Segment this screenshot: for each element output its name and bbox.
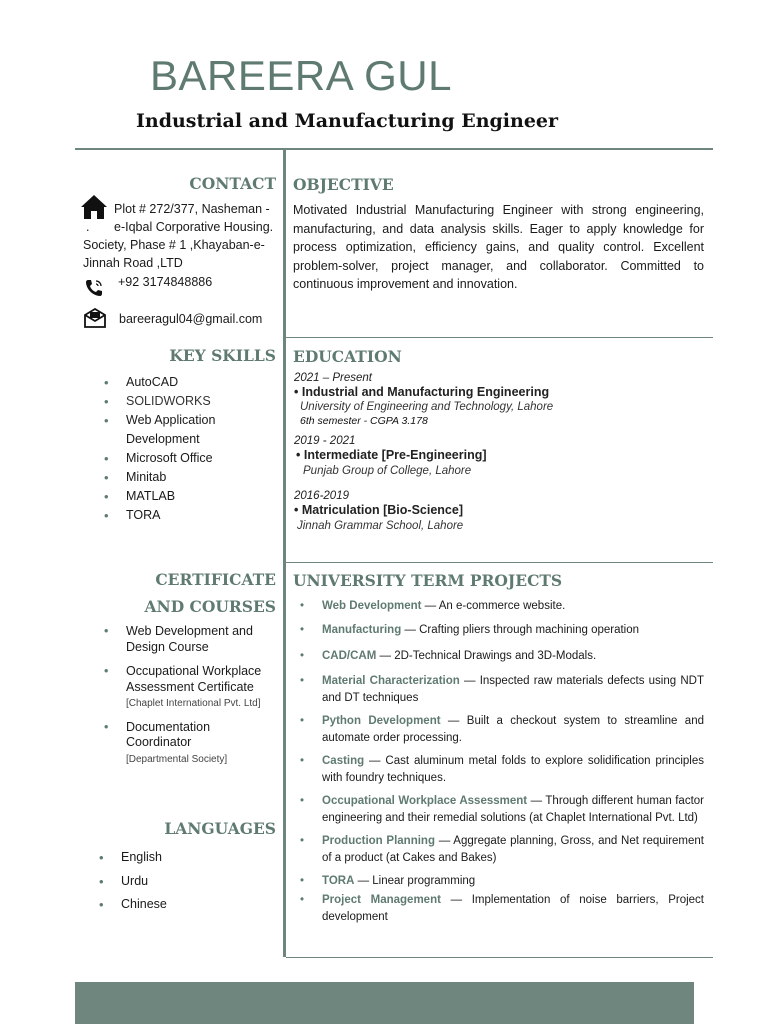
project-desc: — Linear programming xyxy=(354,875,476,887)
address-line-4: Jinnah Road ,LTD xyxy=(83,256,183,270)
education-block xyxy=(294,372,704,532)
project-desc: — Built a checkout system to streamline and automate order processing. xyxy=(322,715,704,744)
list-item xyxy=(292,713,704,747)
list-item xyxy=(292,833,704,867)
education-date: 2019 - 2021 xyxy=(294,435,356,447)
project-title: Web Development xyxy=(322,600,422,612)
list-item: • Urdu xyxy=(99,870,249,894)
project-desc: — Aggregate planning, Gross, and Net requirement of a product (at Cakes and Bakes) xyxy=(322,835,704,864)
languages-heading: LANGUAGES xyxy=(164,819,276,838)
bottom-rule xyxy=(286,957,713,958)
project-title: TORA xyxy=(322,875,355,887)
column-divider xyxy=(283,149,286,957)
email-address[interactable]: bareeragul04@gmail.com xyxy=(119,312,263,326)
list-item: • Microsoft Office xyxy=(104,449,254,468)
project-title: Manufacturing xyxy=(322,624,402,636)
phone-number[interactable]: +92 3174848886 xyxy=(118,275,213,289)
list-item xyxy=(292,873,704,890)
list-item xyxy=(292,793,704,827)
list-item xyxy=(292,673,704,707)
skills-list xyxy=(104,373,254,525)
list-item xyxy=(292,648,704,665)
candidate-name: BAREERA GUL xyxy=(150,52,452,99)
list-item: • MATLAB xyxy=(104,487,254,506)
footer-bar xyxy=(75,982,694,1024)
job-title: Industrial and Manufacturing Engineer xyxy=(136,110,559,132)
education-entry xyxy=(294,372,704,427)
list-item xyxy=(292,892,704,926)
list-item: • English xyxy=(99,846,249,870)
project-title: Casting xyxy=(322,755,365,767)
project-desc: — Cast aluminum metal folds to explore solidification principles with foundry techniques. xyxy=(322,755,704,784)
project-desc: — Implementation of noise barriers, Project development xyxy=(322,894,704,923)
projects-list xyxy=(292,598,704,932)
education-degree: • Intermediate [Pre-Engineering] xyxy=(296,448,487,462)
address-line-1: Plot # 272/377, Nasheman - xyxy=(114,202,270,216)
list-item: • Web Application Development xyxy=(104,411,254,449)
objective-text: Motivated Industrial Manufacturing Engineer with strong engineering, manufacturing, and data analysis skills. Eager to apply knowledge for process optimization, efficiency gains, and quality control. Excellent problem-solver, project manager, and collaborator. Committed to continuous improvement and innovation. xyxy=(293,203,704,292)
certificate-heading: CERTIFICATE xyxy=(155,570,276,589)
list-item: • AutoCAD xyxy=(104,373,254,392)
key-skills-heading: KEY SKILLS xyxy=(169,346,276,365)
address-dot: . xyxy=(86,220,90,234)
courses-heading: AND COURSES xyxy=(144,597,276,616)
education-institution: University of Engineering and Technology, Lahore xyxy=(300,401,554,413)
list-item: • Occupational Workplace Assessment Certificate [Chaplet International Pvt. Ltd] xyxy=(104,664,262,709)
list-item: • Web Development and Design Course xyxy=(104,624,253,654)
address-line-2: e-Iqbal Corporative Housing. xyxy=(114,220,274,234)
education-rule xyxy=(286,562,713,563)
list-item: • Documentation Coordinator [Departmental Society] xyxy=(104,719,228,765)
list-item: • SOLIDWORKS xyxy=(104,392,254,411)
project-desc: — 2D-Technical Drawings and 3D-Modals. xyxy=(376,650,597,662)
list-item: • Chinese xyxy=(99,893,249,917)
education-entry xyxy=(294,435,704,477)
education-degree: • Matriculation [Bio-Science] xyxy=(294,503,463,517)
education-institution: Jinnah Grammar School, Lahore xyxy=(297,520,464,532)
project-title: Production Planning xyxy=(322,835,435,847)
project-title: Occupational Workplace Assessment xyxy=(322,795,528,807)
education-heading: EDUCATION xyxy=(293,347,402,366)
certificate-list xyxy=(104,624,274,767)
list-item: • TORA xyxy=(104,506,254,525)
education-institution: Punjab Group of College, Lahore xyxy=(303,465,472,477)
project-desc: — Crafting pliers through machining operation xyxy=(401,624,640,636)
certificate-title: Web Development and Design Course xyxy=(126,624,253,654)
project-title: CAD/CAM xyxy=(322,650,377,662)
project-desc: — Inspected raw materials defects using NDT and DT techniques xyxy=(322,675,704,704)
objective-heading: OBJECTIVE xyxy=(293,175,394,194)
header-rule xyxy=(75,148,713,150)
project-title: Material Characterization xyxy=(322,675,460,687)
phone-icon xyxy=(84,278,104,298)
project-desc: — Through different human factor engineering and their remedial solutions (at Chaplet International Pvt. Ltd) xyxy=(322,795,704,824)
objective-rule xyxy=(286,337,713,338)
email-icon xyxy=(83,308,107,328)
list-item xyxy=(292,753,704,787)
education-entry xyxy=(294,490,704,532)
languages-list xyxy=(99,846,249,917)
contact-heading: CONTACT xyxy=(189,174,276,193)
certificate-title: Documentation Coordinator xyxy=(126,719,211,749)
education-degree: • Industrial and Manufacturing Engineering xyxy=(294,385,550,399)
project-desc: — An e-commerce website. xyxy=(421,600,566,612)
project-title: Project Management xyxy=(322,894,441,906)
list-item: • Minitab xyxy=(104,468,254,487)
address-line-3: Society, Phase # 1 ,Khayaban-e- xyxy=(83,238,265,252)
project-title: Python Development xyxy=(322,715,441,727)
education-date: 2021 – Present xyxy=(294,372,373,384)
projects-heading: UNIVERSITY TERM PROJECTS xyxy=(293,571,563,590)
certificate-title: Occupational Workplace Assessment Certificate xyxy=(126,664,262,694)
certificate-issuer: [Departmental Society] xyxy=(126,753,228,765)
list-item xyxy=(292,622,704,639)
education-date: 2016-2019 xyxy=(294,490,349,502)
home-icon xyxy=(80,194,108,220)
certificate-issuer: [Chaplet International Pvt. Ltd] xyxy=(126,698,261,709)
education-note: 6th semester - CGPA 3.178 xyxy=(300,415,428,427)
list-item xyxy=(292,598,704,615)
